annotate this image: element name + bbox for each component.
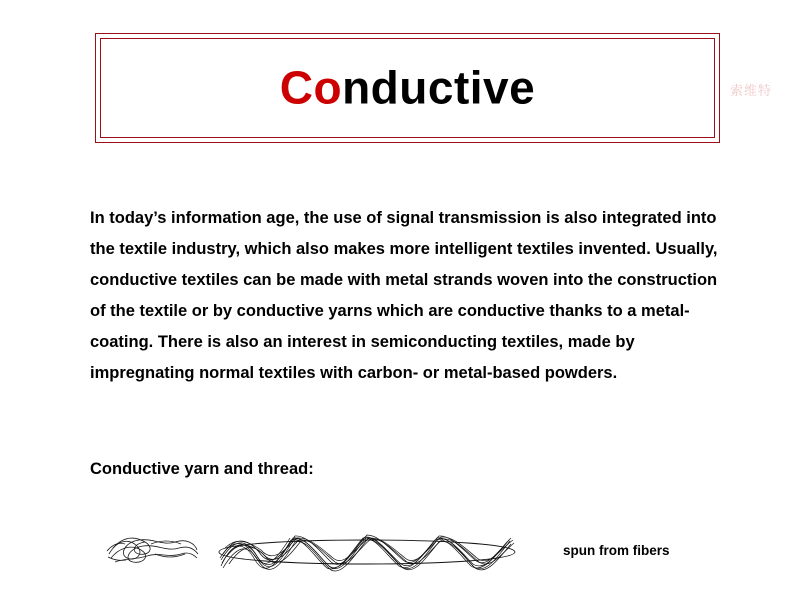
page-title	[96, 63, 719, 114]
watermark-text: 索维特	[729, 83, 772, 98]
figure-caption: spun from fibers	[563, 543, 670, 558]
title-banner	[95, 33, 720, 143]
body-paragraph: In today’s information age, the use of signal transmission is also integrated into the textile industry, which also makes more intelligent textiles invented. Usually, conductive textiles can be made with metal strands woven into the construction of the textile or by conductive yarns which are conductive thanks to a metal-coating. There is also an interest in semiconducting textiles, made by impregnating normal textiles with carbon- or metal-based powders.	[90, 209, 718, 382]
page-title-accent: Co	[279, 61, 343, 114]
section-subheading: Conductive yarn and thread:	[90, 460, 314, 478]
fiber-tuft-icon	[105, 524, 200, 576]
figure-area	[95, 512, 715, 590]
twisted-yarn-icon	[217, 522, 517, 582]
page-title-rest: nductive	[342, 61, 536, 114]
